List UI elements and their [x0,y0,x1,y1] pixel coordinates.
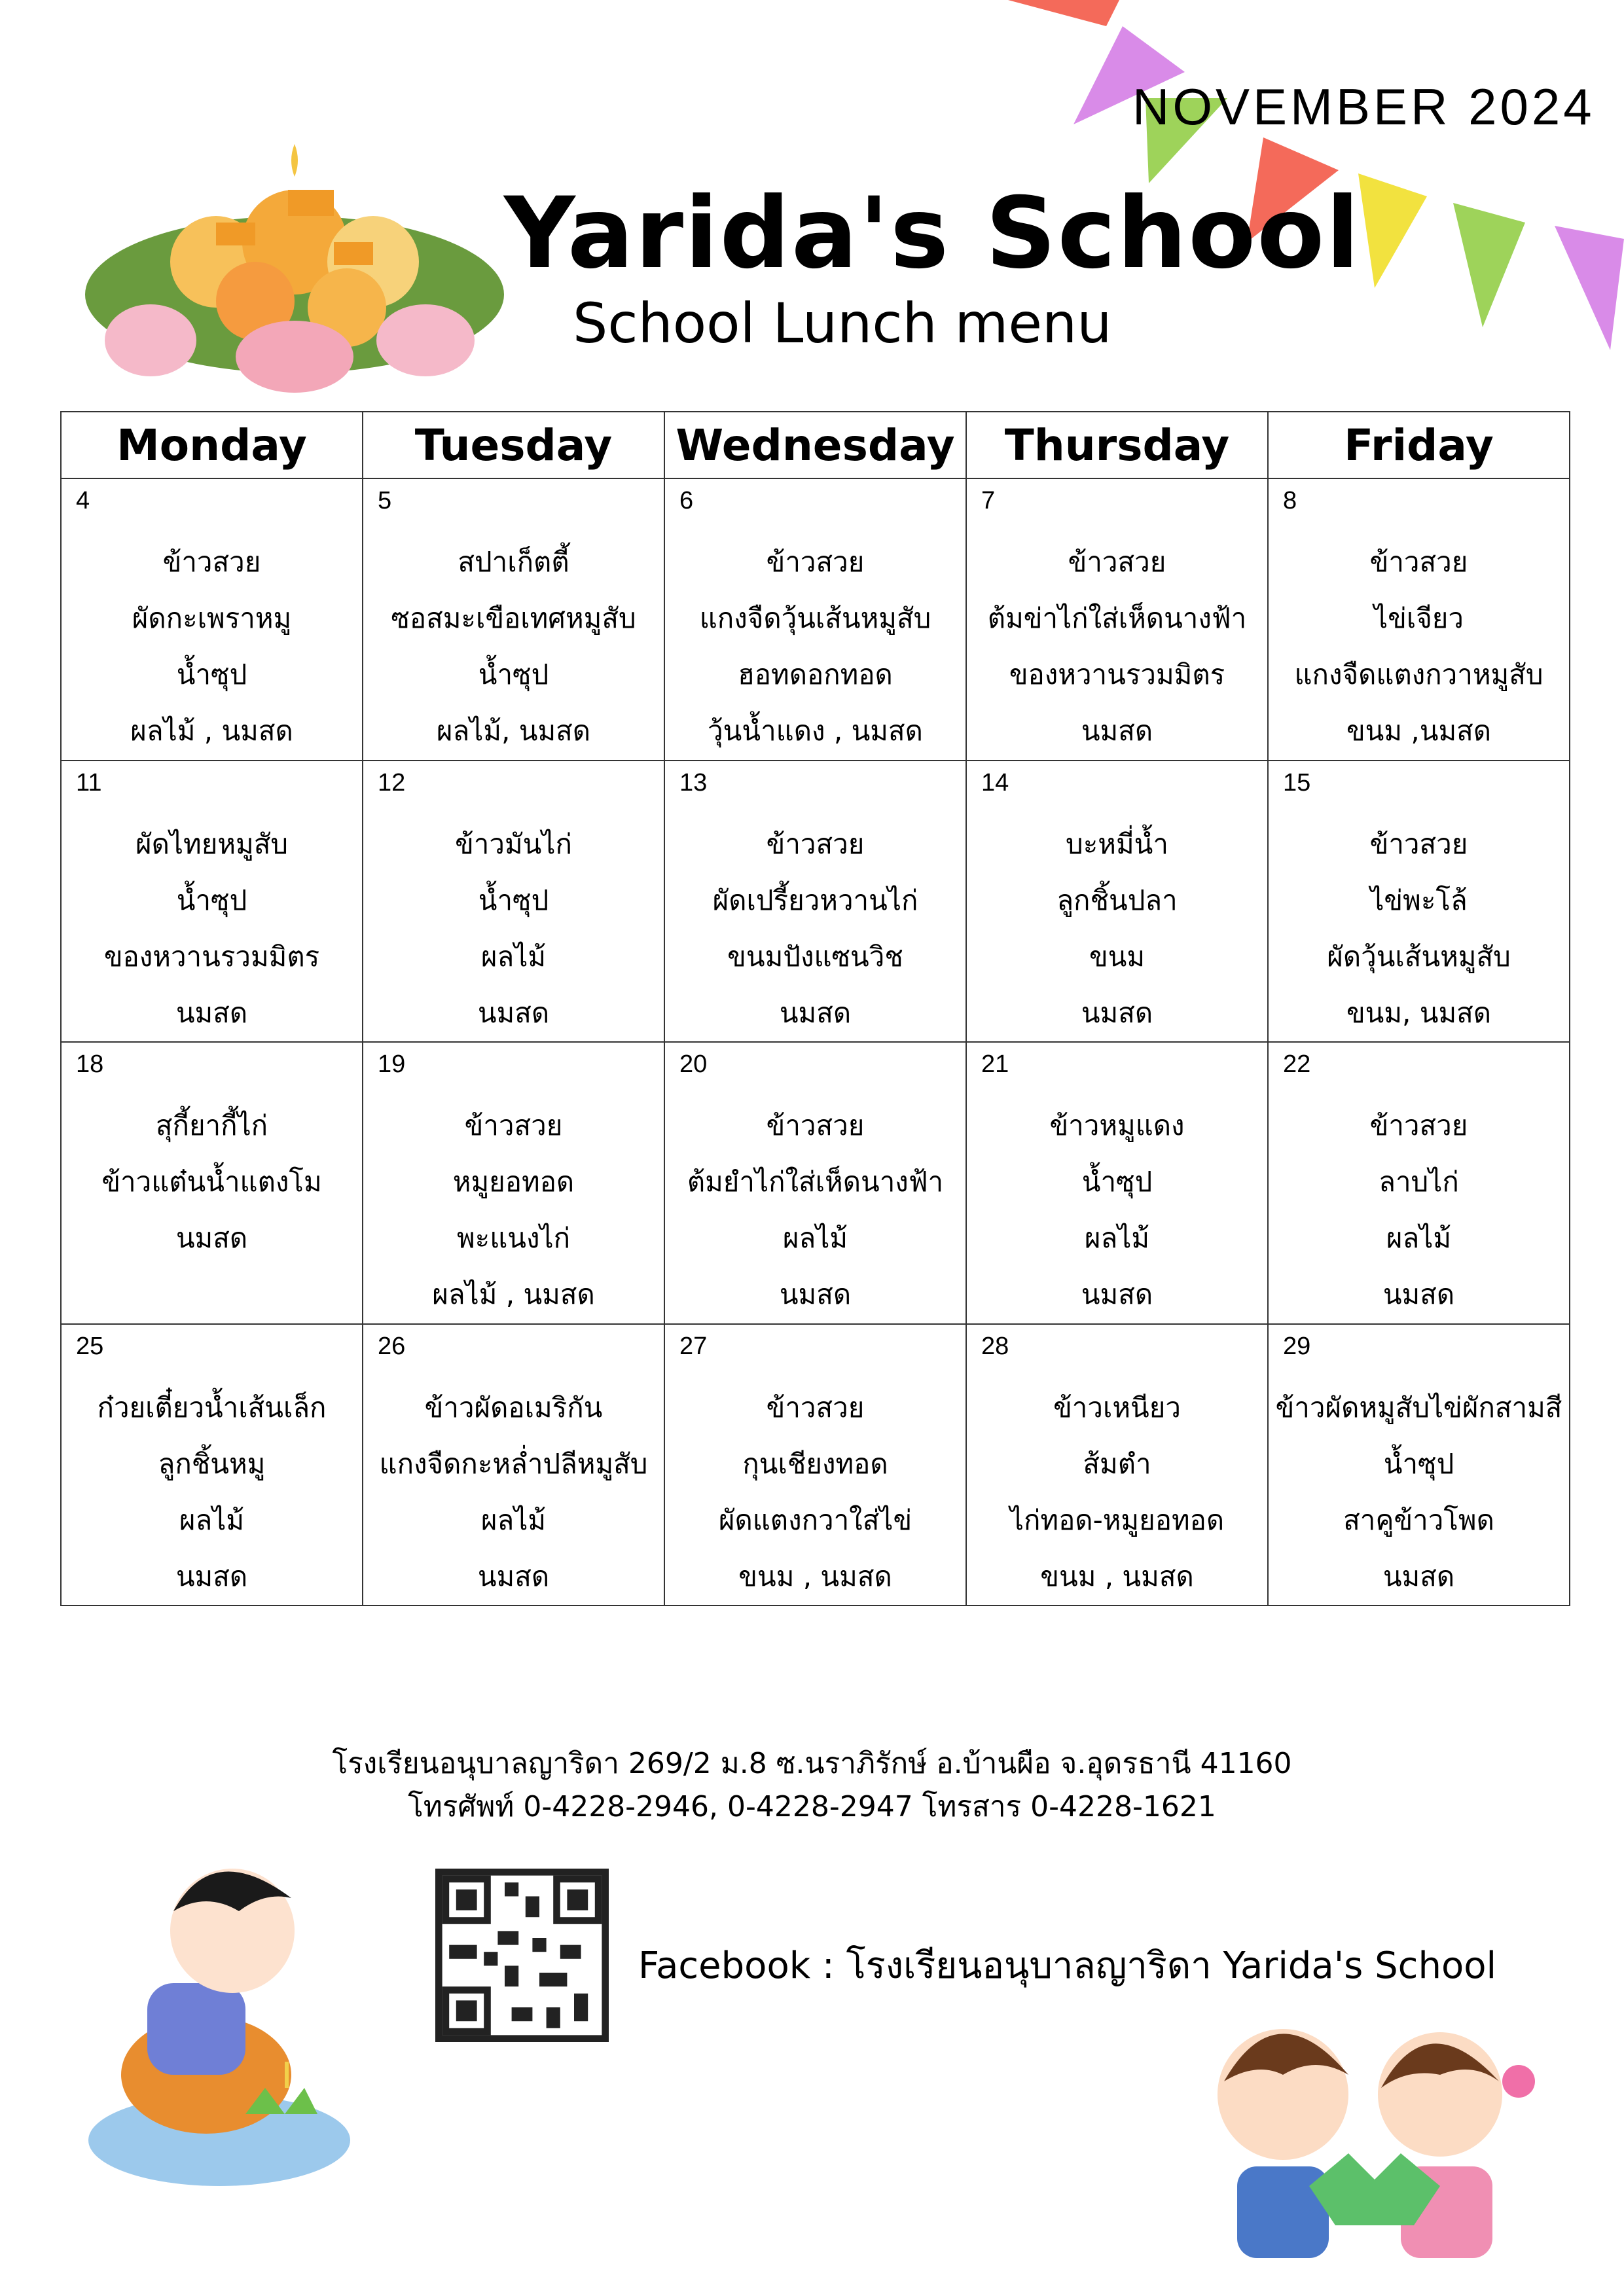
menu-item: ขนม ,นมสด [1346,715,1492,747]
menu-item: แกงจืดกะหล่ำปลีหมูสับ [379,1447,648,1480]
menu-items [665,1380,965,1605]
menu-item: ข้าวสวย [1369,1109,1468,1141]
menu-item: ข้าวผัดอเมริกัน [424,1391,603,1424]
menu-item: ผลไม้ [1084,1222,1150,1254]
menu-item: นมสด [1081,996,1153,1029]
menu-item: พะแนงไก่ [456,1222,571,1254]
month-label: NOVEMBER 2024 [1132,78,1595,135]
menu-item: ข้าวสวย [766,546,865,578]
menu-item: นมสด [477,996,550,1029]
menu-item: ขนมปังแซนวิช [727,940,903,973]
menu-item: นมสด [1081,1278,1153,1310]
day-number: 5 [378,487,392,514]
school-contact [0,1742,1624,1829]
menu-item: แกงจืดวุ้นเส้นหมูสับ [699,602,931,634]
menu-item: ฮอทดอกทอด [738,658,893,691]
menu-items [62,816,362,1041]
week-row [61,761,1570,1043]
day-cell [1268,1324,1570,1606]
calendar-body [61,478,1570,1605]
weekday-header: Tuesday [363,412,664,478]
school-phone: โทรศัพท์ 0-4228-2946, 0-4228-2947 โทรสาร 0-4228-1621 [408,1790,1216,1823]
menu-item: ผัดแตงกวาใส่ไข่ [718,1503,912,1536]
flag-yellow-1 [1358,173,1427,288]
menu-item: ผัดเปรี้ยวหวานไก่ [712,884,918,916]
menu-items [967,816,1267,1041]
day-cell [966,1324,1268,1606]
menu-item: ข้าวสวย [1369,546,1468,578]
menu-item: ส้มตำ [1083,1447,1151,1480]
day-cell [363,1042,664,1324]
menu-item: ลูกชิ้นหมู [158,1447,266,1480]
menu-item: นมสด [1382,1278,1455,1310]
day-cell [664,1042,966,1324]
menu-item: ซอสมะเขือเทศหมูสับ [391,602,636,634]
day-number: 18 [76,1050,104,1078]
menu-items [363,1380,664,1605]
day-cell [61,1042,363,1324]
menu-item: นมสด [779,996,852,1029]
facebook-label: Facebook : โรงเรียนอนุบาลญาริดา Yarida's School [638,1945,1497,1987]
menu-item: ผลไม้, นมสด [436,715,591,747]
menu-item: นมสด [175,996,248,1029]
week-row [61,1042,1570,1324]
day-cell [966,761,1268,1043]
day-cell [966,478,1268,761]
day-number: 13 [679,768,708,797]
menu-item: ต้มข่าไก่ใส่เห็ดนางฟ้า [987,602,1247,634]
menu-item: ของหวานรวมมิตร [103,940,320,973]
menu-items [967,1098,1267,1323]
menu-items [62,1380,362,1605]
menu-items [363,1098,664,1323]
qr-code [435,1869,609,2042]
menu-item: ข้าวเหนียว [1053,1391,1181,1424]
menu-item: นมสด [175,1222,248,1254]
day-number: 12 [378,768,406,797]
menu-item: ผัดกะเพราหมู [132,602,292,634]
day-cell [966,1042,1268,1324]
day-number: 8 [1283,487,1297,514]
menu-item: กุนเชียงทอด [742,1447,888,1480]
menu-item: ข้าวสวย [162,546,261,578]
menu-items [62,534,362,759]
day-number: 20 [679,1050,708,1078]
day-number: 19 [378,1050,406,1078]
menu-item: ผลไม้ [782,1222,848,1254]
menu-item: ลูกชิ้นปลา [1056,884,1178,916]
weekday-header: Thursday [966,412,1268,478]
day-number: 11 [76,768,102,797]
day-cell [363,478,664,761]
day-cell [1268,1042,1570,1324]
day-number: 28 [981,1332,1009,1360]
day-number: 6 [679,487,694,514]
menu-item: น้ำซุป [176,658,247,691]
day-number: 22 [1283,1050,1311,1078]
menu-item: สุกี้ยากี้ไก่ [155,1109,268,1141]
menu-item: ผลไม้ [480,940,547,973]
menu-item: น้ำซุป [176,884,247,916]
menu-item: ผลไม้ [179,1503,245,1536]
boy-krathong-illustration [62,1852,357,2199]
day-cell [664,761,966,1043]
day-cell [363,1324,664,1606]
menu-item: ผลไม้ , นมสด [432,1278,595,1310]
week-row [61,478,1570,761]
day-cell [61,478,363,761]
menu-item: นมสด [779,1278,852,1310]
menu-items [1269,816,1569,1041]
day-cell [61,761,363,1043]
children-krathong-illustration [1165,2016,1571,2296]
flag-purple-2 [1555,226,1624,350]
weekday-header: Wednesday [664,412,966,478]
flag-green-2 [1453,203,1525,327]
menu-item: น้ำซุป [478,658,549,691]
menu-items [665,1098,965,1323]
menu-item: นมสด [175,1560,248,1592]
menu-item: นมสด [477,1560,550,1592]
menu-item: ไก่ทอด-หมูยอทอด [1009,1503,1225,1536]
menu-item: ข้าวมันไก่ [455,827,572,860]
day-cell [61,1324,363,1606]
menu-items [62,1098,362,1266]
day-cell [664,1324,966,1606]
menu-item: นมสด [1382,1560,1455,1592]
menu-item: ข้าวสวย [1369,827,1468,860]
menu-item: ขนม, นมสด [1346,996,1492,1029]
day-number: 14 [981,768,1009,797]
menu-items [1269,1380,1569,1605]
menu-item: สาคูข้าวโพด [1343,1503,1494,1536]
day-number: 21 [981,1050,1009,1078]
menu-item: วุ้นน้ำแดง , นมสด [708,715,923,747]
menu-item: ข้าวสวย [1068,546,1166,578]
menu-item: ขนม , นมสด [738,1560,892,1592]
weekday-header-row [61,412,1570,478]
day-number: 4 [76,487,90,514]
menu-items [665,534,965,759]
menu-item: น้ำซุป [1081,1166,1153,1198]
menu-items [1269,1098,1569,1323]
menu-item: น้ำซุป [1383,1447,1454,1480]
candle-flower-illustration [72,131,517,406]
menu-item: ก๋วยเตี๋ยวน้ำเส้นเล็ก [97,1391,327,1424]
menu-item: ข้าวสวย [766,827,865,860]
menu-item: สปาเก็ตตี้ [458,546,569,578]
menu-items [665,816,965,1041]
menu-item: ผลไม้ [1386,1222,1452,1254]
day-number: 25 [76,1332,104,1360]
menu-item: ผลไม้ , นมสด [130,715,293,747]
day-cell [1268,761,1570,1043]
menu-items [1269,534,1569,759]
day-cell [1268,478,1570,761]
menu-item: ข้าวสวย [766,1391,865,1424]
day-cell [664,478,966,761]
menu-item: ขนม , นมสด [1040,1560,1194,1592]
flag-orange-1 [1008,0,1119,26]
menu-item: นมสด [1081,715,1153,747]
day-number: 27 [679,1332,708,1360]
menu-item: ต้มยำไก่ใส่เห็ดนางฟ้า [687,1166,944,1198]
day-number: 26 [378,1332,406,1360]
menu-items [363,816,664,1041]
menu-item: ข้าวผัดหมูสับไข่ผักสามสี [1275,1391,1562,1424]
menu-item: ผัดไทยหมูสับ [135,827,288,860]
menu-item: ขนม [1089,940,1146,973]
menu-item: ไข่เจียว [1374,602,1464,634]
menu-items [363,534,664,759]
day-cell [363,761,664,1043]
menu-item: ของหวานรวมมิตร [1009,658,1225,691]
menu-item: ลาบไก่ [1379,1166,1459,1198]
menu-item: บะหมี่น้ำ [1066,827,1168,860]
menu-item: แกงจืดแตงกวาหมูสับ [1294,658,1543,691]
menu-items [967,534,1267,759]
school-name-title: Yarida's School [504,177,1361,291]
week-row [61,1324,1570,1606]
menu-items [967,1380,1267,1605]
day-number: 7 [981,487,996,514]
menu-item: ข้าวสวย [766,1109,865,1141]
menu-item: ไข่พะโล้ [1370,884,1468,916]
day-number: 15 [1283,768,1311,797]
school-address: โรงเรียนอนุบาลญาริดา 269/2 ม.8 ซ.นราภิรักษ์ อ.บ้านผือ จ.อุดรธานี 41160 [332,1747,1292,1780]
menu-item: ผัดวุ้นเส้นหมูสับ [1327,940,1511,973]
menu-item: ข้าวสวย [464,1109,563,1141]
weekday-header: Friday [1268,412,1570,478]
menu-item: หมูยอทอด [452,1166,575,1198]
day-number: 29 [1283,1332,1311,1360]
weekday-header: Monday [61,412,363,478]
menu-subtitle: School Lunch menu [573,291,1112,355]
menu-item: ผลไม้ [480,1503,547,1536]
menu-item: ข้าวหมูแดง [1049,1109,1185,1141]
menu-item: ข้าวแต๋นน้ำแตงโม [101,1166,322,1198]
menu-item: น้ำซุป [478,884,549,916]
lunch-calendar-table [60,411,1570,1606]
